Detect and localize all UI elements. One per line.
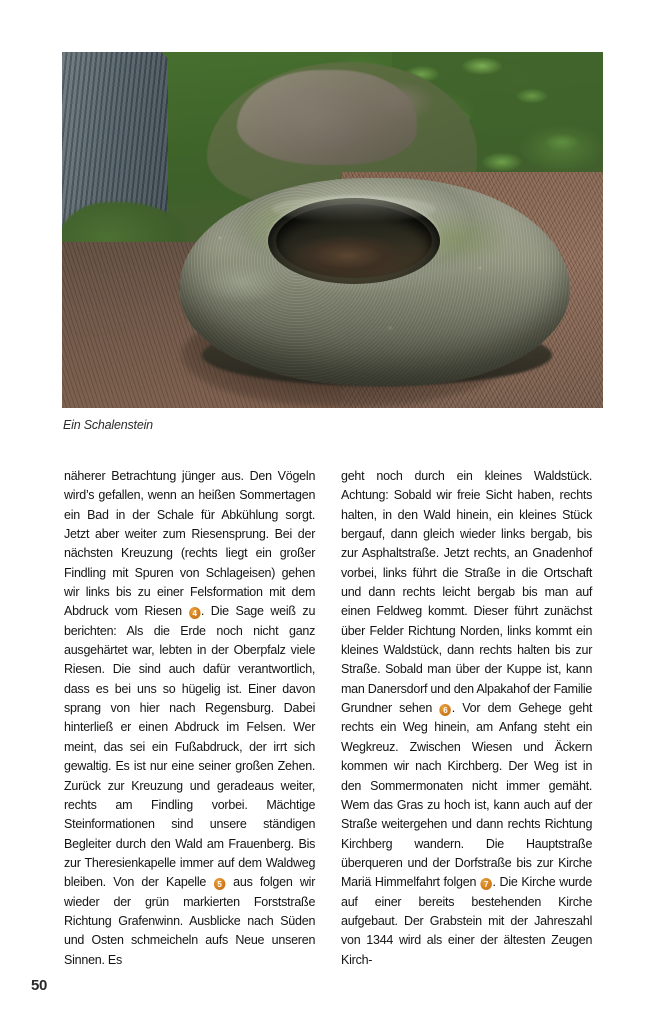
body-text-columns <box>64 466 604 969</box>
bare-rock-patch <box>237 70 417 165</box>
schalenstein-photo-image <box>62 52 603 408</box>
page-number: 50 <box>31 977 48 994</box>
waypoint-badge-7: 7 <box>481 878 492 890</box>
figure-photo <box>62 52 603 408</box>
figure-caption: Ein Schalenstein <box>63 418 153 432</box>
text-column-left <box>64 466 315 969</box>
bowl-rim-highlight <box>272 196 436 222</box>
waypoint-badge-6: 6 <box>440 704 451 716</box>
waypoint-badge-4: 4 <box>189 607 200 619</box>
waypoint-badge-5: 5 <box>214 878 225 890</box>
paragraph-left: näherer Betrachtung jünger aus. Den Vögeln wird’s gefallen, wenn an heißen Sommertagen ein Bad in der Schale für Abkühlung sorgt. Jetzt aber weiter zum Riesensprung. Bei der nächsten Kreuzung (rechts liegt ein großer Findling mit Spuren von Schlageisen) gehen wir links bis zu einer Felsformation mit dem Abdruck vom Riesen 4 . Die Sage weiß zu berichten: Als die Erde noch nicht ganz ausgehärtet war, lebten in der Oberpfalz viele Riesen. Die sind auch dafür verantwortlich, dass es bei uns so hügelig ist. Einer davon sprang von hier nach Regensburg. Dabei hinterließ er einen Abdruck im Felsen. Wer meint, das sei ein Fußabdruck, der irrt sich gewaltig. Es ist nur eine seiner großen Zehen. Zurück zur Kreuzung und geradeaus weiter, rechts am Findling vorbei. Mächtige Steinformationen sind unsere ständigen Begleiter durch den Wald am Frauenberg. Bis zur Theresienkapelle immer auf dem Waldweg bleiben. Von der Kapelle 5 aus folgen wir wieder der grün markierten Forststraße Richtung Grafenwinn. Ausblicke nach Süden und Osten schmeicheln aufs Neue unseren Sinnen. Es <box>64 468 316 967</box>
text-column-right <box>341 466 592 969</box>
paragraph-right: geht noch durch ein kleines Waldstück. Achtung: Sobald wir freie Sicht haben, rechts halten, in den Wald hinein, ein kleines Stück bergauf, dann gleich wieder links bergab, bis zur Asphaltstraße. Jetzt rechts, an Gnadenhof vorbei, links führt die Straße in die Ortschaft und dann rechts leicht bergab bis man auf einen Feldweg kommt. Dieser führt zunächst über Felder Richtung Norden, links kommt ein kleines Waldstück, dann rechts halten bis zur Straße. Sobald man über der Kuppe ist, kann man Danersdorf und den Alpakahof der Familie Grundner sehen 6 . Vor dem Gehege geht rechts ein Weg hinein, am Anfang steht ein Wegkreuz. Zwischen Wiesen und Äckern kommen wir nach Kirchberg. Der Weg ist in den Sommermonaten nicht immer gemäht. Wem das Gras zu hoch ist, kann auch auf der Straße weitergehen und dann rechts Richtung Kirchberg wandern. Die Hauptstraße überqueren und der Dorfstraße bis zur Kirche Mariä Himmelfahrt folgen 7 . Die Kirche wurde auf einer bereits bestehenden Kirche aufgebaut. Der Grabstein mit der Jahreszahl von 1344 wird als einer der ältesten Zeugen Kirch- <box>341 468 593 967</box>
